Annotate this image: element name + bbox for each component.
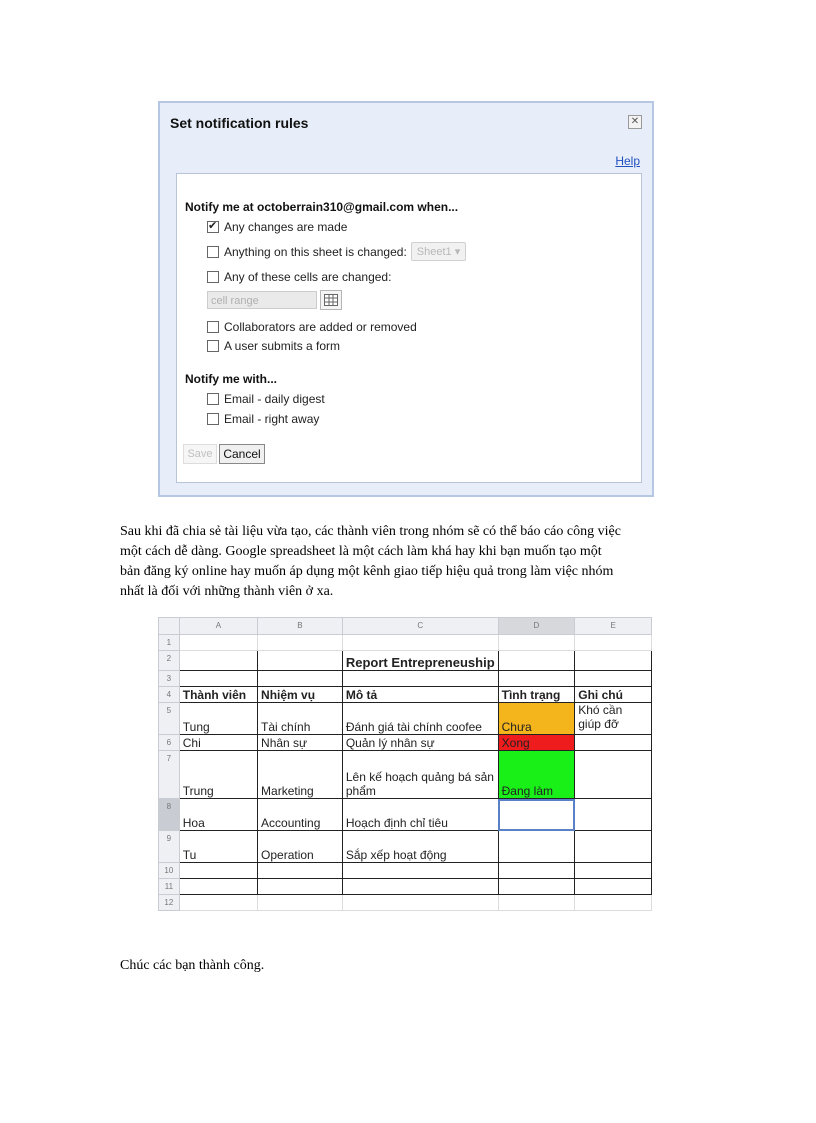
cell-note[interactable] bbox=[575, 831, 652, 863]
cell[interactable] bbox=[342, 863, 498, 879]
paragraph-line: Sau khi đã chia sẻ tài liệu vừa tạo, các thành viên trong nhóm sẽ có thể báo cáo công việc bbox=[120, 524, 621, 539]
checkbox-sheet-changed[interactable] bbox=[207, 246, 219, 258]
table-row bbox=[159, 651, 652, 671]
cancel-button[interactable]: Cancel bbox=[219, 444, 265, 464]
body-paragraph bbox=[120, 522, 694, 602]
option-label: Any changes are made bbox=[224, 220, 348, 234]
row-number[interactable]: 7 bbox=[159, 751, 180, 799]
cell-note[interactable] bbox=[575, 799, 652, 831]
cell-status[interactable]: Chưa bbox=[498, 703, 575, 735]
cell[interactable] bbox=[575, 635, 652, 651]
cell[interactable] bbox=[179, 671, 257, 687]
save-button[interactable]: Save bbox=[183, 444, 217, 464]
cell[interactable] bbox=[342, 895, 498, 911]
row-number[interactable]: 10 bbox=[159, 863, 180, 879]
cell-task[interactable]: Nhân sự bbox=[258, 735, 343, 751]
grid-icon[interactable] bbox=[320, 290, 342, 310]
cell-task[interactable]: Marketing bbox=[258, 751, 343, 799]
option-any-changes[interactable] bbox=[207, 220, 347, 234]
row-number[interactable]: 1 bbox=[159, 635, 180, 651]
sheet-select-value: Sheet1 bbox=[416, 246, 452, 258]
cell-range-input[interactable]: cell range bbox=[207, 291, 317, 309]
cell[interactable] bbox=[575, 651, 652, 671]
cell-status[interactable]: Đang làm bbox=[498, 751, 575, 799]
cell[interactable] bbox=[498, 635, 575, 651]
cell-member[interactable]: Trung bbox=[179, 751, 257, 799]
option-label: A user submits a form bbox=[224, 339, 341, 353]
option-right-away[interactable] bbox=[207, 412, 319, 426]
paragraph-line: nhất là đối với những thành viên ở xa. bbox=[120, 584, 334, 599]
spreadsheet-screenshot bbox=[158, 617, 652, 907]
cell[interactable] bbox=[575, 895, 652, 911]
checkbox-right-away[interactable] bbox=[207, 413, 219, 425]
table-row bbox=[159, 635, 652, 651]
cell[interactable] bbox=[342, 879, 498, 895]
row-number[interactable]: 12 bbox=[159, 895, 180, 911]
option-label: Anything on this sheet is changed: bbox=[224, 244, 407, 259]
cell[interactable] bbox=[179, 895, 257, 911]
row-number[interactable]: 3 bbox=[159, 671, 180, 687]
cell[interactable] bbox=[498, 879, 575, 895]
cell[interactable] bbox=[258, 651, 343, 671]
cell-member[interactable]: Hoa bbox=[179, 799, 257, 831]
cell-task[interactable]: Accounting bbox=[258, 799, 343, 831]
cell-status-selected[interactable] bbox=[498, 799, 575, 831]
cell-note[interactable] bbox=[575, 751, 652, 799]
cell-note[interactable]: Khó cần giúp đỡ bbox=[575, 703, 652, 735]
cell-status[interactable] bbox=[498, 831, 575, 863]
cell[interactable] bbox=[258, 671, 343, 687]
cell-range-row bbox=[207, 290, 342, 310]
header-desc[interactable]: Mô tả bbox=[342, 687, 498, 703]
dialog-body bbox=[176, 173, 642, 483]
cell-desc[interactable]: Quản lý nhân sự bbox=[342, 735, 498, 751]
option-collaborators[interactable] bbox=[207, 320, 417, 334]
table-row bbox=[159, 831, 652, 863]
paragraph-line: bản đăng ký online hay muốn áp dụng một kênh giao tiếp hiệu quả trong làm việc nhóm bbox=[120, 564, 614, 579]
column-header-row bbox=[159, 618, 652, 635]
option-daily-digest[interactable] bbox=[207, 392, 325, 406]
row-number[interactable]: 9 bbox=[159, 831, 180, 863]
column-header[interactable]: C bbox=[342, 618, 498, 635]
cell[interactable] bbox=[179, 879, 257, 895]
cell-desc[interactable]: Lên kế hoạch quảng bá sản phẩm bbox=[342, 751, 498, 799]
cell-member[interactable]: Chi bbox=[179, 735, 257, 751]
cell[interactable] bbox=[575, 879, 652, 895]
cell-task[interactable]: Tài chính bbox=[258, 703, 343, 735]
corner-cell bbox=[159, 618, 180, 635]
option-label: Collaborators are added or removed bbox=[224, 320, 417, 334]
sheet-select[interactable]: Sheet1 ▾ bbox=[411, 242, 466, 261]
option-sheet-changed[interactable] bbox=[207, 242, 466, 261]
cell[interactable] bbox=[342, 671, 498, 687]
option-cells-changed[interactable] bbox=[207, 270, 391, 284]
cell[interactable] bbox=[498, 895, 575, 911]
column-header[interactable]: E bbox=[575, 618, 652, 635]
cell[interactable] bbox=[498, 671, 575, 687]
option-label: Email - right away bbox=[224, 412, 320, 426]
notify-when-heading: Notify me at octoberrain310@gmail.com when... bbox=[185, 200, 459, 214]
cell-desc[interactable]: Đánh giá tài chính coofee bbox=[342, 703, 498, 735]
checkbox-cells-changed[interactable] bbox=[207, 271, 219, 283]
checkbox-any-changes[interactable] bbox=[207, 221, 219, 233]
report-title[interactable]: Report Entrepreneuship bbox=[342, 651, 498, 671]
table-row bbox=[159, 735, 652, 751]
row-number[interactable]: 8 bbox=[159, 799, 180, 831]
notify-with-heading: Notify me with... bbox=[185, 372, 278, 386]
header-member[interactable]: Thành viên bbox=[179, 687, 257, 703]
header-note[interactable]: Ghi chú bbox=[575, 687, 652, 703]
checkbox-collaborators[interactable] bbox=[207, 321, 219, 333]
cell-member[interactable]: Tu bbox=[179, 831, 257, 863]
cell-note[interactable] bbox=[575, 735, 652, 751]
cell[interactable] bbox=[179, 635, 257, 651]
table-row bbox=[159, 751, 652, 799]
header-status[interactable]: Tình trạng bbox=[498, 687, 575, 703]
header-row bbox=[159, 687, 652, 703]
help-link[interactable]: Help bbox=[615, 154, 640, 168]
cell[interactable] bbox=[258, 635, 343, 651]
row-number[interactable]: 6 bbox=[159, 735, 180, 751]
checkbox-daily-digest[interactable] bbox=[207, 393, 219, 405]
table-row bbox=[159, 879, 652, 895]
paragraph-line: một cách dễ dàng. Google spreadsheet là một cách làm khá hay khi bạn muốn tạo một bbox=[120, 544, 602, 559]
column-header[interactable]: B bbox=[258, 618, 343, 635]
cell[interactable] bbox=[258, 879, 343, 895]
cell[interactable] bbox=[575, 863, 652, 879]
table-row bbox=[159, 863, 652, 879]
table-row bbox=[159, 895, 652, 911]
cell[interactable] bbox=[342, 635, 498, 651]
cell-desc[interactable]: Hoạch định chỉ tiêu bbox=[342, 799, 498, 831]
closing-line: Chúc các bạn thành công. bbox=[120, 958, 265, 973]
cell[interactable] bbox=[179, 651, 257, 671]
spreadsheet-grid bbox=[158, 617, 652, 911]
table-row bbox=[159, 799, 652, 831]
cell-desc[interactable]: Sắp xếp hoạt động bbox=[342, 831, 498, 863]
option-form-submit[interactable] bbox=[207, 339, 340, 353]
row-number[interactable]: 11 bbox=[159, 879, 180, 895]
header-task[interactable]: Nhiệm vụ bbox=[258, 687, 343, 703]
option-label: Email - daily digest bbox=[224, 392, 325, 406]
cell[interactable] bbox=[179, 863, 257, 879]
column-header[interactable]: D bbox=[498, 618, 575, 635]
checkbox-form-submit[interactable] bbox=[207, 340, 219, 352]
cell[interactable] bbox=[498, 863, 575, 879]
cell-status[interactable]: Xong bbox=[498, 735, 575, 751]
cell[interactable] bbox=[575, 671, 652, 687]
cell-task[interactable]: Operation bbox=[258, 831, 343, 863]
row-number[interactable]: 4 bbox=[159, 687, 180, 703]
notification-rules-dialog bbox=[158, 101, 654, 497]
option-label: Any of these cells are changed: bbox=[224, 270, 392, 284]
column-header[interactable]: A bbox=[179, 618, 257, 635]
cell[interactable] bbox=[258, 895, 343, 911]
table-row bbox=[159, 671, 652, 687]
cell[interactable] bbox=[498, 651, 575, 671]
row-number[interactable]: 2 bbox=[159, 651, 180, 671]
close-icon[interactable]: ✕ bbox=[628, 115, 642, 129]
table-row bbox=[159, 703, 652, 735]
cell[interactable] bbox=[258, 863, 343, 879]
row-number[interactable]: 5 bbox=[159, 703, 180, 735]
dialog-title: Set notification rules bbox=[170, 115, 309, 131]
cell-member[interactable]: Tung bbox=[179, 703, 257, 735]
